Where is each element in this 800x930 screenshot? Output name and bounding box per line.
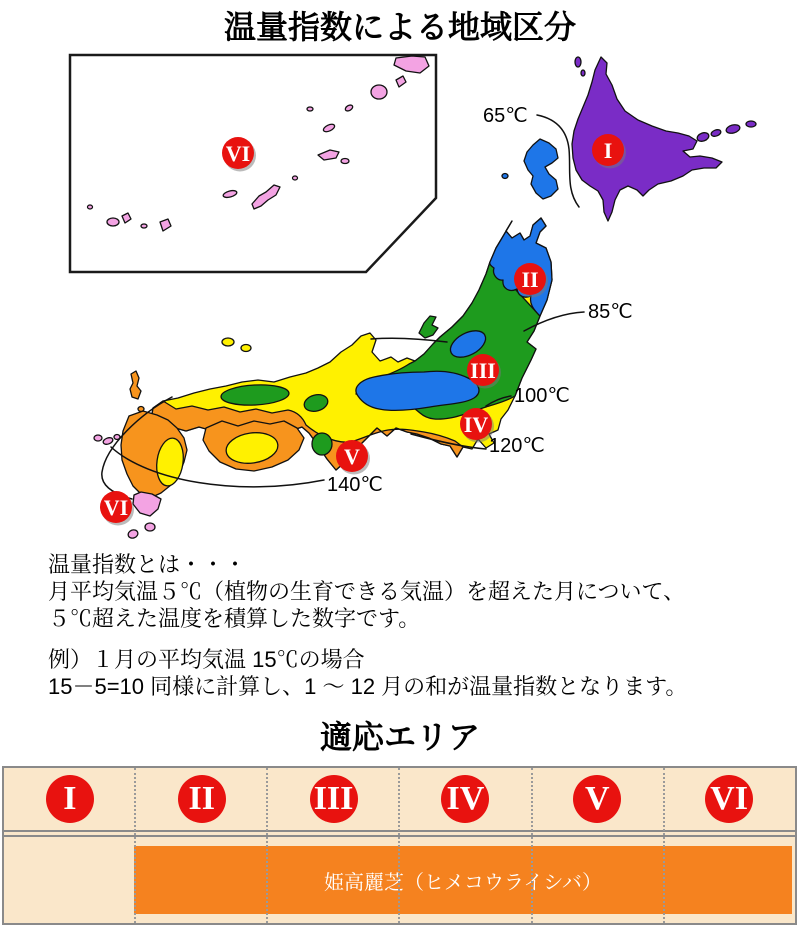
marker-v <box>336 440 370 475</box>
pink-islet <box>127 529 139 540</box>
zone-badge-ii: II <box>178 775 226 823</box>
header-cell-iii <box>268 768 400 830</box>
adaptation-area-table <box>2 766 797 925</box>
oshima-peninsula-blue <box>524 139 558 199</box>
header-cell-i <box>4 768 136 830</box>
column-divider <box>266 768 268 923</box>
zone-badge-vi: VI <box>705 775 753 823</box>
svg-text:VI: VI <box>103 495 129 520</box>
zone-badge-v: V <box>573 775 621 823</box>
sea-contour-noto <box>371 338 447 342</box>
svg-text:V: V <box>344 444 360 469</box>
header-cell-v <box>531 768 663 830</box>
description-line: ５℃超えた温度を積算した数字です。 <box>48 606 421 631</box>
product-range-bar <box>134 846 792 914</box>
product-label: 姫高麗芝（ヒメコウライシバ） <box>324 871 602 894</box>
header-cell-ii <box>136 768 268 830</box>
rishiri-islet <box>575 57 581 67</box>
zone-badge-iv: IV <box>441 775 489 823</box>
goto-islet <box>102 436 113 445</box>
column-divider <box>531 768 533 923</box>
header-cell-iv <box>399 768 531 830</box>
temp-label-100: 100℃ <box>514 385 570 407</box>
temp-label-120: 120℃ <box>489 435 545 457</box>
svg-text:VI: VI <box>225 141 251 166</box>
kurile-islet <box>746 121 756 127</box>
kurile-islet <box>696 131 710 143</box>
sado-island <box>419 316 438 338</box>
kurile-islet <box>710 128 721 137</box>
goto-islet <box>94 435 102 441</box>
example-text <box>48 646 687 700</box>
pink-islet <box>145 523 155 531</box>
svg-text:II: II <box>521 267 539 292</box>
warmth-index-description <box>48 551 685 632</box>
green-blob-near-v <box>312 433 332 455</box>
zone-badge-i: I <box>46 775 94 823</box>
description-line: 月平均気温５℃（植物の生育できる気温）を超えた月について、 <box>48 579 686 604</box>
oki-islet <box>241 345 251 352</box>
svg-text:IV: IV <box>463 412 489 437</box>
page-title: 温量指数による地域区分 <box>223 9 576 45</box>
example-line: 例）１月の平均気温 15℃の場合 <box>48 647 365 672</box>
column-divider <box>134 768 136 923</box>
section-title: 適応エリア <box>319 719 480 755</box>
svg-text:I: I <box>603 138 613 163</box>
column-divider <box>663 768 665 923</box>
marker-vi-kyushu <box>100 491 134 526</box>
kurile-islet <box>725 123 741 134</box>
zone-badge-iii: III <box>310 775 358 823</box>
temp-label-65: 65℃ <box>483 105 528 127</box>
rebun-islet <box>581 70 585 76</box>
svg-text:III: III <box>470 358 496 383</box>
temp-label-85: 85℃ <box>588 301 633 323</box>
oki-islet <box>222 338 234 346</box>
column-divider <box>398 768 400 923</box>
tsushima-island <box>130 371 141 399</box>
header-cell-vi <box>663 768 795 830</box>
iki-islet <box>138 407 144 412</box>
example-line: 15－5=10 同様に計算し、1 ～ 12 月の和が温量指数となります。 <box>48 674 688 699</box>
description-line: 温量指数とは・・・ <box>48 552 247 577</box>
blue-islet <box>502 174 508 179</box>
temp-label-140: 140℃ <box>327 474 383 496</box>
